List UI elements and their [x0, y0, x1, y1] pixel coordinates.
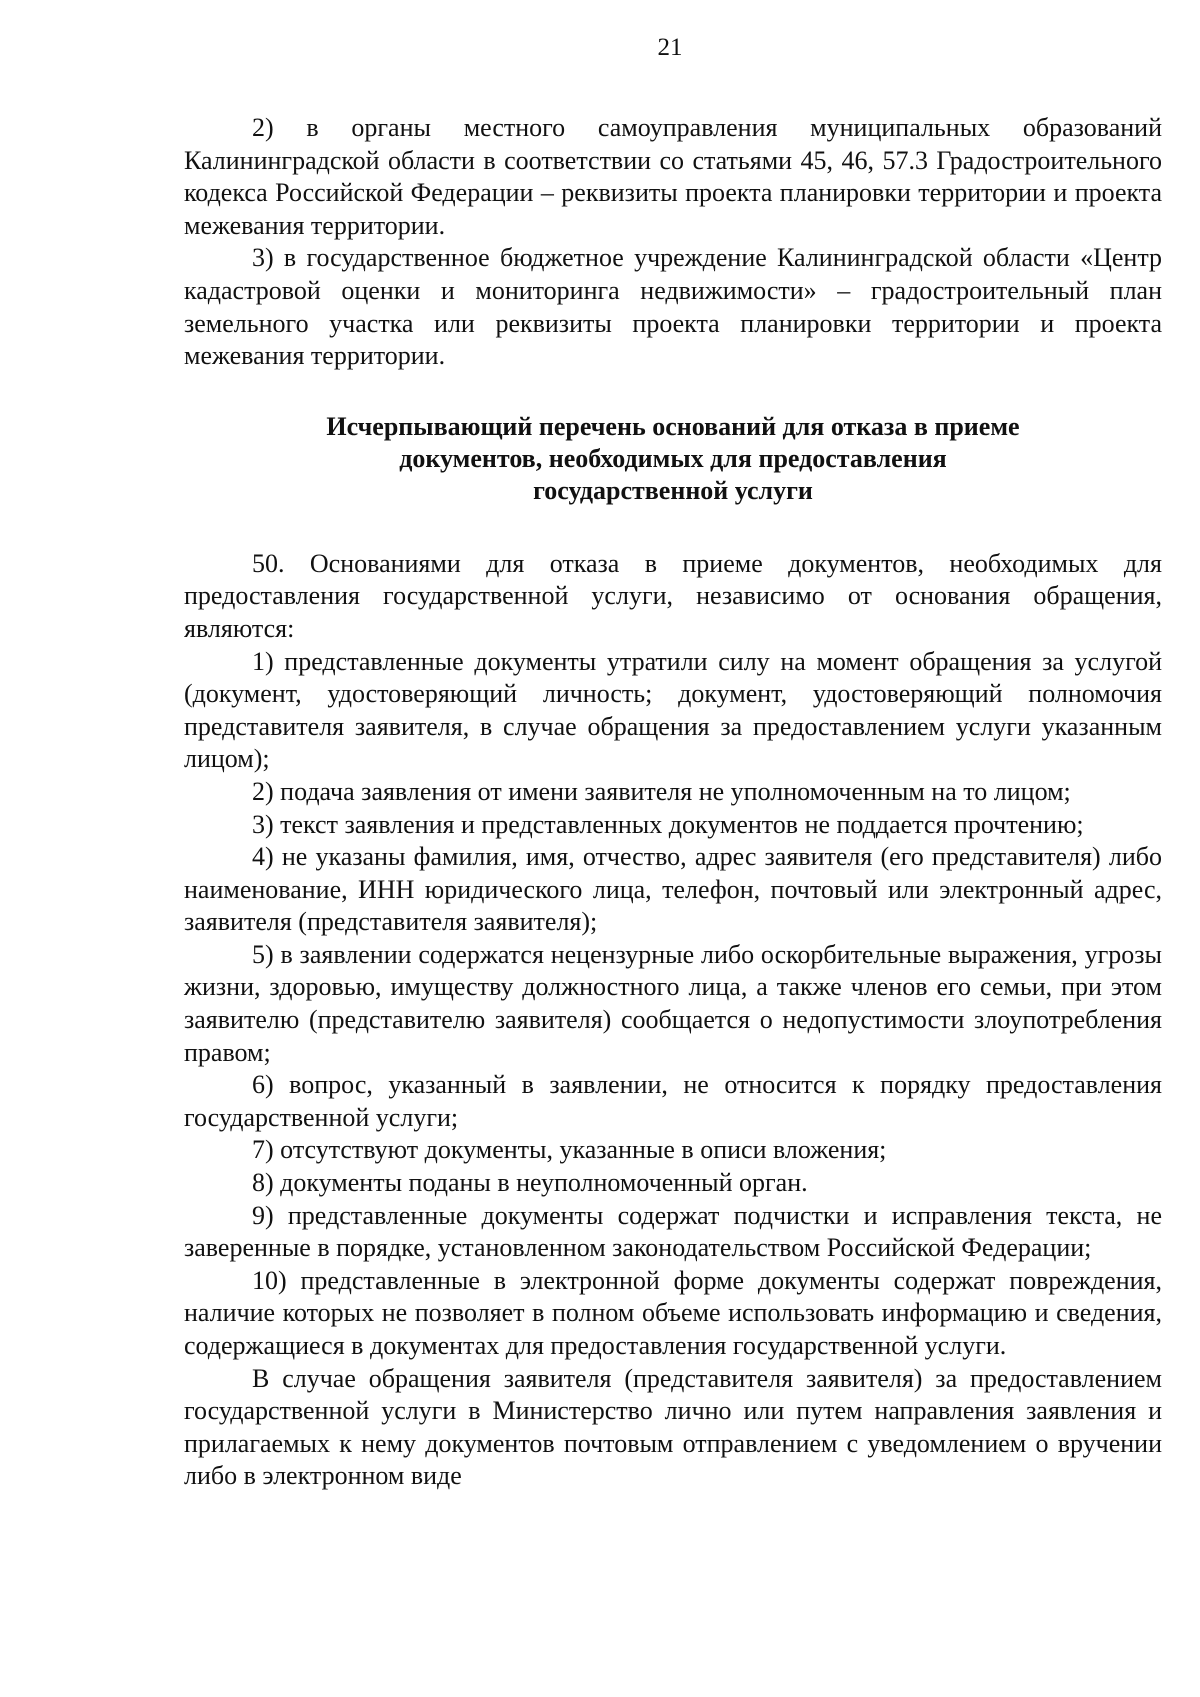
list-item-8: 8) документы поданы в неуполномоченный орган.: [252, 1168, 808, 1198]
list-item-4: 4) не указаны фамилия, имя, отчество, адрес заявителя (его представителя) либо наименование, ИНН юридического лица, телефон, почтовый или электронный адрес, заявителя (представителя заявителя);: [184, 842, 1162, 937]
document-body: [184, 112, 1162, 1493]
paragraph-item-2-municipal: 2) в органы местного самоуправления муниципальных образований Калининградской области в соответствии со статьями 45, 46, 57.3 Градостроительного кодекса Российской Федерации – реквизиты проекта планировки территории и проекта межевания территории.: [184, 113, 1162, 240]
list-item-6: 6) вопрос, указанный в заявлении, не относится к порядку предоставления государственной услуги;: [184, 1070, 1162, 1132]
closing-paragraph: В случае обращения заявителя (представителя заявителя) за предоставлением государственной услуги в Министерство лично или путем направления заявления и прилагаемых к нему документов почтовым отправлением с уведомлением о вручении либо в электронном виде: [184, 1363, 1162, 1491]
section-heading-line-1: Исчерпывающий перечень оснований для отказа в приеме: [326, 411, 1020, 441]
list-item-10: 10) представленные в электронной форме документы содержат повреждения, наличие которых не позволяет в полном объеме использовать информацию и сведения, содержащиеся в документах для предоставления государственной услуги.: [184, 1265, 1162, 1360]
page-number: 21: [657, 34, 683, 61]
paragraph-item-3-cadastral-center: 3) в государственное бюджетное учреждение Калининградской области «Центр кадастровой оценки и мониторинга недвижимости» – градостроительный план земельного участка или реквизиты проекта планировки территории и проекта межевания территории.: [184, 243, 1162, 371]
section-heading: [184, 411, 1162, 507]
list-item-1: 1) представленные документы утратили силу на момент обращения за услугой (документ, удостоверяющий личность; документ, удостоверяющий полномочия представителя заявителя, в случае обращения за предоставлением услуги указанным лицом);: [184, 646, 1162, 774]
section-heading-line-2: документов, необходимых для предоставления: [399, 443, 947, 473]
list-item-9: 9) представленные документы содержат подчистки и исправления текста, не заверенные в порядке, установленном законодательством Российской Федерации;: [184, 1200, 1162, 1263]
paragraph-50-intro: 50. Основаниями для отказа в приеме документов, необходимых для предоставления государственной услуги, независимо от основания обращения, являются:: [184, 548, 1162, 643]
section-heading-line-3: государственной услуги: [533, 475, 813, 505]
list-item-2: 2) подача заявления от имени заявителя не уполномоченным на то лицом;: [252, 776, 1071, 806]
list-item-3: 3) текст заявления и представленных документов не поддается прочтению;: [252, 809, 1084, 839]
list-item-5: 5) в заявлении содержатся нецензурные либо оскорбительные выражения, угрозы жизни, здоровью, имуществу должностного лица, а также членов его семьи, при этом заявителю (представителю заявителя) сообщается о недопустимости злоупотребления правом;: [184, 939, 1162, 1067]
list-item-7: 7) отсутствуют документы, указанные в описи вложения;: [252, 1135, 887, 1165]
